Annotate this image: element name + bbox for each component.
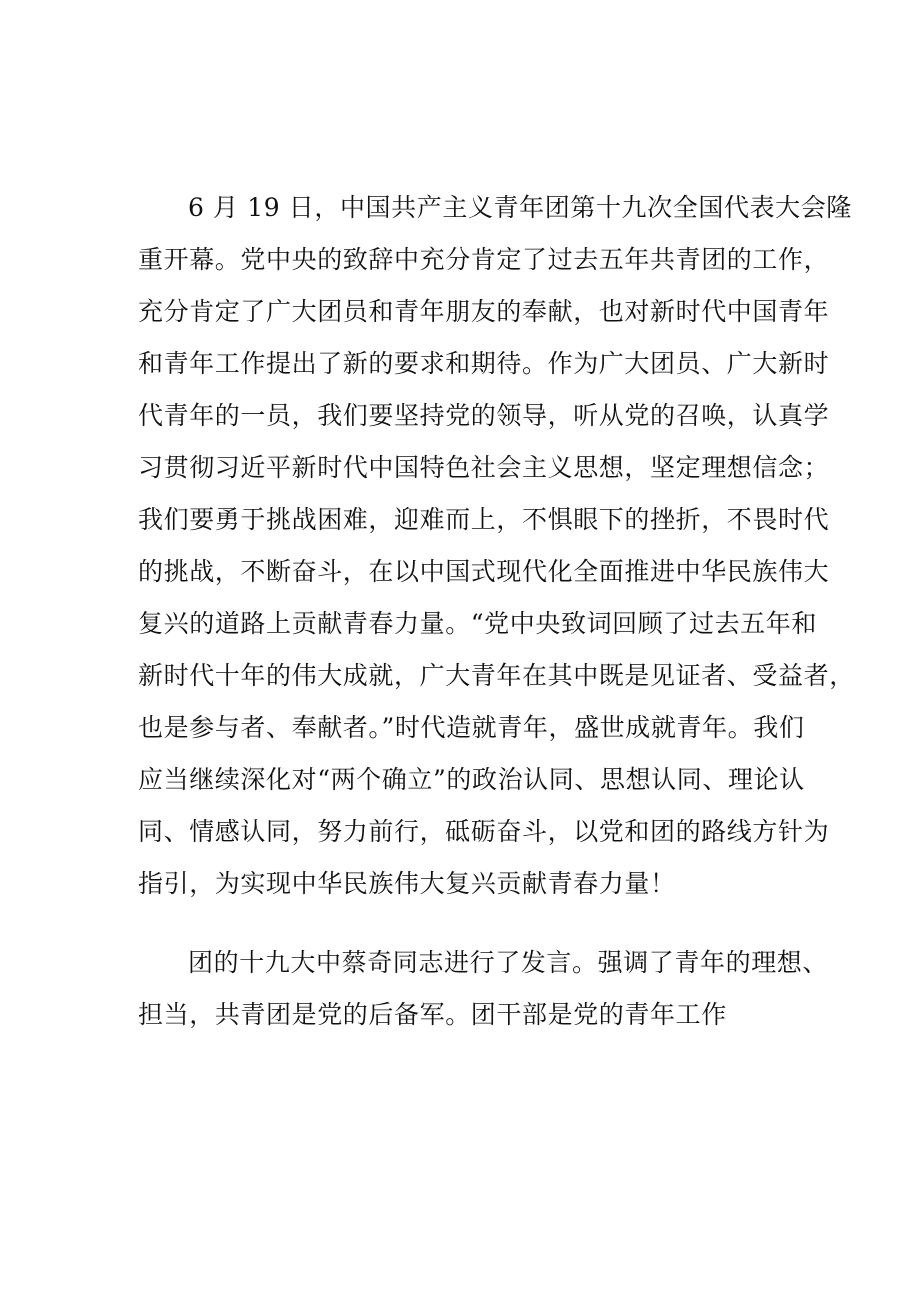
document-body — [138, 182, 855, 1041]
paragraph-line: 指引，为实现中华民族伟大复兴贡献青春力量！ — [138, 869, 676, 898]
paragraph-line: 担当，共青团是党的后备军。团干部是党的青年工作 — [138, 1000, 727, 1029]
paragraph-line: 同、情感认同，努力前行，砥砺奋斗，以党和团的路线方针为 — [138, 817, 830, 846]
paragraph-line: 6 月 19 日，中国共产主义青年团第十九次全国代表大会隆 — [188, 193, 852, 222]
paragraph-line: 复兴的道路上贡献青春力量。“党中央致词回顾了过去五年和 — [138, 609, 817, 638]
paragraph-line: 的挑战，不断奋斗，在以中国式现代化全面推进中华民族伟大 — [138, 557, 830, 586]
paragraph-spacer — [138, 910, 788, 937]
paragraph-line: 我们要勇于挑战困难，迎难而上，不惧眼下的挫折，不畏时代 — [138, 505, 830, 534]
paragraph-line: 充分肯定了广大团员和青年朋友的奉献，也对新时代中国青年 — [138, 297, 830, 326]
paragraph-1 — [138, 182, 855, 910]
paragraph-line: 重开幕。党中央的致辞中充分肯定了过去五年共青团的工作， — [138, 245, 830, 274]
paragraph-line: 习贯彻习近平新时代中国特色社会主义思想，坚定理想信念； — [138, 453, 830, 482]
paragraph-2 — [138, 937, 829, 1041]
paragraph-line: 代青年的一员，我们要坚持党的领导，听从党的召唤，认真学 — [138, 401, 830, 430]
paragraph-line: 新时代十年的伟大成就，广大青年在其中既是见证者、受益者， — [138, 661, 855, 690]
paragraph-line: 和青年工作提出了新的要求和期待。作为广大团员、广大新时 — [138, 349, 830, 378]
paragraph-line: 团的十九大中蔡奇同志进行了发言。强调了青年的理想、 — [188, 948, 829, 977]
paragraph-line: 也是参与者、奉献者。”时代造就青年，盛世成就青年。我们 — [138, 713, 805, 742]
paragraph-line: 应当继续深化对“两个确立”的政治认同、思想认同、理论认 — [138, 765, 805, 794]
